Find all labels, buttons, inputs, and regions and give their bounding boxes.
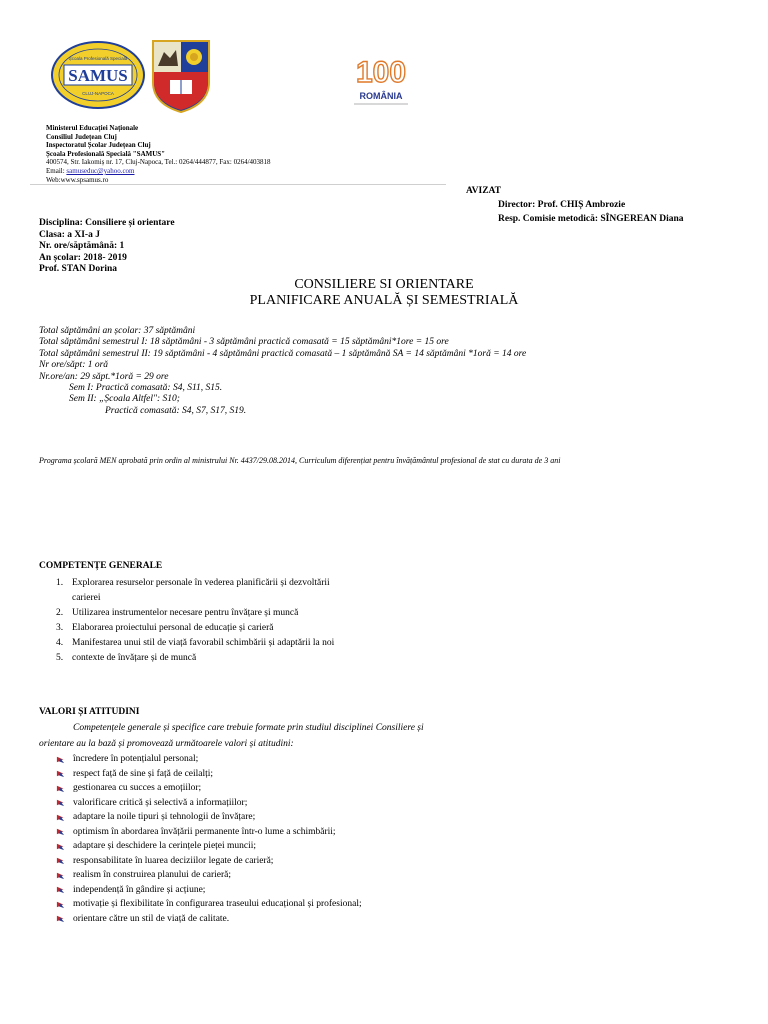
arrow-bullet-icon xyxy=(56,755,65,764)
total-sem2: Total săptămâni semestrul II: 19 săptămâni - 4 săptămâni practică comasată – 1 săptămână SA = 14 săptămâni *1oră = 14 ore xyxy=(39,348,527,359)
item-text: Manifestarea unui stil de viață favorabil schimbării și adaptării la noi xyxy=(72,638,335,648)
list-item xyxy=(56,781,362,796)
list-item-text: gestionarea cu succes a emoțiilor; xyxy=(73,783,202,793)
arrow-bullet-icon xyxy=(56,885,65,894)
valori-intro-line1: Competențele generale și specifice care trebuie formate prin studiul disciplinei Consiliere și xyxy=(73,723,424,733)
item-number: 3. xyxy=(56,623,64,633)
item-text: Elaborarea proiectului personal de educație și carieră xyxy=(72,623,274,633)
arrow-bullet-icon xyxy=(56,798,65,807)
list-item-text: motivație și flexibilitate în configurarea traseului educațional și profesional; xyxy=(73,899,362,909)
valori-intro-line2: orientare au la bază și promovează următoarele valori și atitudini: xyxy=(39,739,294,749)
institution-address: 400574, Str. Iakomiș nr. 17, Cluj-Napoca, Tel.: 0264/444877, Fax: 0264/403818 xyxy=(46,158,271,167)
total-sem1: Total săptămâni semestrul I: 18 săptămâni - 3 săptămâni practică comasată = 15 săptămâni*1ore = 15 ore xyxy=(39,337,449,348)
list-item xyxy=(56,839,362,854)
list-item xyxy=(56,854,362,869)
list-item xyxy=(56,752,362,767)
list-item xyxy=(56,606,334,621)
list-item-text: responsabilitate în luarea deciziilor legate de carieră; xyxy=(73,855,274,866)
samus-logo-text: SAMUS xyxy=(68,66,128,85)
list-item xyxy=(56,767,362,782)
arrow-bullet-icon xyxy=(56,842,65,851)
institution-line: Școala Profesională Specială "SAMUS" xyxy=(46,149,166,158)
list-item xyxy=(56,897,362,912)
email-label: Email: xyxy=(46,166,65,175)
item-text: contexte de învățare și de muncă xyxy=(72,653,197,663)
list-item-text: optimism în abordarea învățării permanente într-o lume a schimbării; xyxy=(73,826,336,837)
profesor: Prof. STAN Dorina xyxy=(39,264,118,275)
ore-an: Nr.ore/an: 29 săpt.*1oră = 29 ore xyxy=(39,371,169,382)
email-link[interactable]: samuseduc@yahoo.com xyxy=(66,166,135,175)
list-item xyxy=(56,912,362,927)
item-number: 1. xyxy=(56,578,64,588)
competente-list xyxy=(56,576,334,666)
arrow-bullet-icon xyxy=(56,914,65,923)
aviz-block xyxy=(466,184,684,226)
list-item xyxy=(56,868,362,883)
ro100-label: ROMÂNIA xyxy=(359,91,403,101)
list-item xyxy=(56,651,334,666)
aviz-resp: Resp. Comisie metodică: SÎNGEREAN Diana xyxy=(498,214,684,224)
list-item-text: realism în construirea planului de carieră; xyxy=(73,870,232,880)
institution-line: Consiliul Județean Cluj xyxy=(46,132,117,141)
ro100-number: 100 xyxy=(355,56,407,89)
samus-logo-top: Școala Profesională Specială xyxy=(68,56,128,61)
programa-note: Programa școlară MEN aprobată prin ordin al ministrului Nr. 4437/29.08.2014, Curriculum diferențiat pentru învățământul profesional de stat cu durata de 3 ani xyxy=(39,456,561,465)
samus-logo xyxy=(50,40,146,110)
list-item xyxy=(56,883,362,898)
page-title: CONSILIERE SI ORIENTARE xyxy=(294,277,474,292)
list-item xyxy=(56,621,334,636)
arrow-bullet-icon xyxy=(56,900,65,909)
item-continuation: carierei xyxy=(72,593,101,603)
an-scolar: An școlar: 2018- 2019 xyxy=(39,252,127,263)
list-item-text: valorificare critică și selectivă a informațiilor; xyxy=(73,797,248,808)
sem2-practica: Practică comasată: S4, S7, S17, S19. xyxy=(105,405,247,416)
sem1-practica: Sem I: Practică comasată: S4, S11, S15. xyxy=(69,383,223,394)
page-subtitle: PLANIFICARE ANUALĂ ȘI SEMESTRIALĂ xyxy=(249,293,519,308)
item-number: 5. xyxy=(56,653,64,663)
arrow-bullet-icon xyxy=(56,784,65,793)
nr-ore: Nr. ore/săptămână: 1 xyxy=(39,241,125,252)
email-line xyxy=(46,167,271,176)
discipline-info xyxy=(39,218,175,276)
valori-heading: VALORI ȘI ATITUDINI xyxy=(39,707,140,717)
arrow-bullet-icon xyxy=(56,813,65,822)
list-item xyxy=(56,810,362,825)
clasa: Clasa: a XI-a J xyxy=(39,229,100,240)
web-line[interactable]: Web:www.spsamus.ro xyxy=(46,175,109,184)
arrow-bullet-icon xyxy=(56,769,65,778)
arrow-bullet-icon xyxy=(56,871,65,880)
item-number: 4. xyxy=(56,638,64,648)
institution-info xyxy=(46,124,271,184)
list-item-text: orientare către un stil de viață de calitate. xyxy=(73,913,230,924)
valori-list xyxy=(56,752,362,926)
item-number: 2. xyxy=(56,608,64,618)
totals-block xyxy=(39,326,526,417)
list-item xyxy=(56,576,334,591)
list-item xyxy=(56,796,362,811)
sem2-alfel: Sem II: „Școala Altfel": S10; xyxy=(69,394,180,405)
aviz-title: AVIZAT xyxy=(466,186,502,196)
aviz-director: Director: Prof. CHIȘ Ambrozie xyxy=(498,200,626,210)
disciplina: Disciplina: Consiliere și orientare xyxy=(39,218,175,228)
list-item-text: adaptare la noile tipuri și tehnologii de învățare; xyxy=(73,812,256,822)
competente-heading: COMPETENȚE GENERALE xyxy=(39,561,163,571)
samus-logo-bottom: CLUJ-NAPOCA xyxy=(82,91,114,96)
list-item-text: independență în gândire și acțiune; xyxy=(73,884,206,895)
arrow-bullet-icon xyxy=(56,856,65,865)
romania-100-logo xyxy=(340,50,422,108)
item-text: Explorarea resurselor personale în vederea planificării și dezvoltării xyxy=(72,578,330,588)
list-item-text: încredere în potențialul personal; xyxy=(73,754,199,764)
item-text: Utilizarea instrumentelor necesare pentru învățare și muncă xyxy=(72,608,299,618)
arrow-bullet-icon xyxy=(56,827,65,836)
total-an: Total săptămâni an școlar: 37 săptămâni xyxy=(39,326,196,336)
institution-line: Ministerul Educației Naționale xyxy=(46,124,139,132)
list-item-text: respect față de sine și față de ceilalți; xyxy=(73,768,214,779)
valori-intro xyxy=(39,720,424,752)
institution-line: Inspectoratul Școlar Județean Cluj xyxy=(46,141,151,150)
list-item xyxy=(56,825,362,840)
ore-sapt: Nr ore/săpt: 1 oră xyxy=(39,360,109,371)
cluj-crest xyxy=(150,38,212,114)
list-item-text: adaptare și deschidere la cerințele pieței muncii; xyxy=(73,841,257,851)
list-item xyxy=(56,636,334,651)
